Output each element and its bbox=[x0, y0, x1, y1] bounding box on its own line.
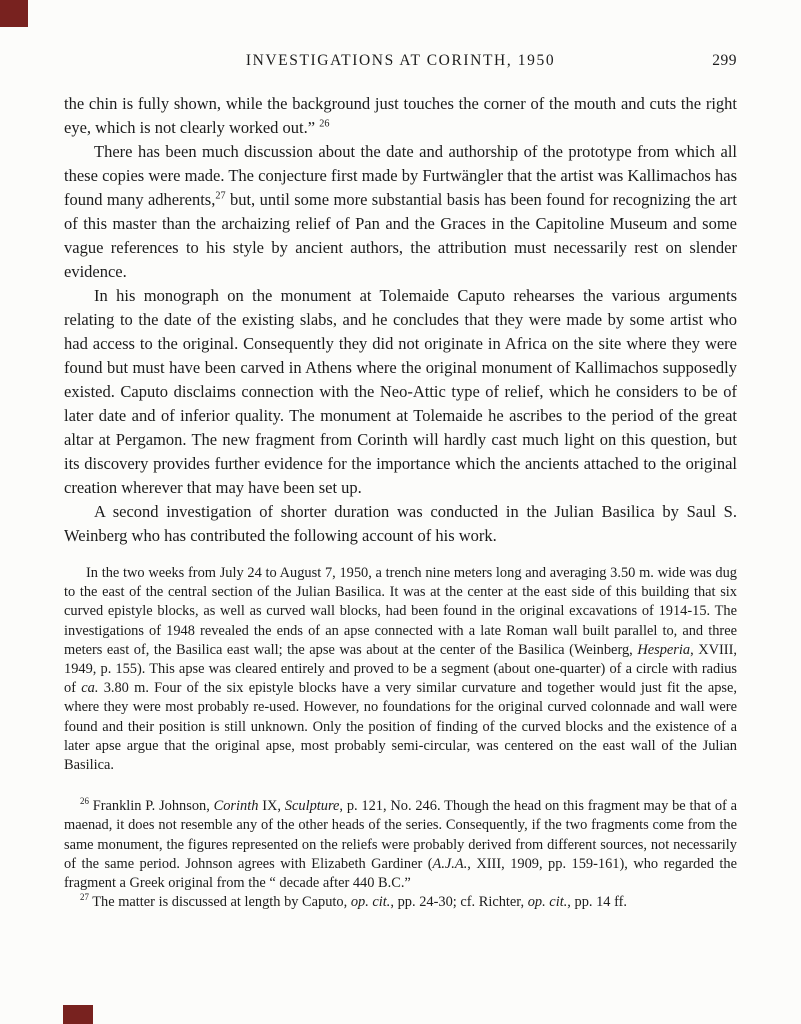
text-segment: 3.80 m. Four of the six epistyle blocks have a very similar curvature and together would just fit the apse, where they were most probably re-used. However, no foundations for the original curved colonnade and wall were found and their position is still unknown. Only the position of finding of the curved blocks and the existence of a later apse argue that the original apse, most probably semi-circular, was centered on the east wall of the Julian Basilica. bbox=[64, 680, 737, 774]
text-segment: The matter is discussed at length by Caputo, bbox=[88, 894, 351, 911]
body-paragraph bbox=[64, 92, 737, 140]
scan-mark-top-left bbox=[0, 0, 28, 27]
page-header bbox=[64, 52, 737, 70]
text-segment: Hesperia bbox=[637, 641, 691, 658]
running-head: INVESTIGATIONS AT CORINTH, 1950 bbox=[245, 52, 556, 69]
text-segment: ca. bbox=[81, 680, 99, 697]
text-segment: A.J.A. bbox=[432, 855, 468, 872]
body-paragraph bbox=[64, 500, 737, 548]
text-segment: Franklin P. Johnson, bbox=[88, 798, 214, 815]
text-segment: , p. 121, No. 246. Though the head on this fragment may be that of a maenad, it does not resemble any of the other heads of the series. Consequently, if the two fragments come from the same monument, the figures represented on the reliefs were probably derived from different sources, not necessarily of the same period. Johnson agrees with Elizabeth Gardiner ( bbox=[64, 798, 737, 872]
footnote bbox=[64, 797, 737, 893]
excerpt-text bbox=[64, 564, 737, 775]
page-number: 299 bbox=[712, 52, 737, 69]
text-segment: but, until some more substantial basis has been found for recognizing the art of this master than the archaizing relief of Pan and the Graces in the Capitoline Museum and some vague references to his style by ancient authors, the attribution must necessarily rest on slender evidence. bbox=[64, 190, 737, 281]
text-segment: Sculpture bbox=[284, 798, 340, 815]
text-segment: , XIII, 1909, pp. 159-161), who regarded the fragment a Greek original from the “ decade after 440 B.C.” bbox=[64, 855, 737, 892]
footnote-ref: 26 bbox=[80, 796, 89, 807]
footnotes bbox=[64, 797, 737, 912]
text-segment: the chin is fully shown, while the background just touches the corner of the mouth and cuts the right eye, which is not clearly worked out.” bbox=[64, 94, 737, 137]
text-segment: , pp. 24-30; cf. Richter, bbox=[390, 894, 528, 911]
text-segment: IX, bbox=[258, 798, 285, 815]
footnote bbox=[64, 893, 737, 912]
text-segment: Corinth bbox=[213, 798, 259, 815]
footnote-ref: 27 bbox=[80, 892, 89, 903]
text-segment: In the two weeks from July 24 to August 7, 1950, a trench nine meters long and averaging 3.50 m. wide was dug to the east of the central section of the Julian Basilica. It was at the center at the east side of this building that six curved epistyle blocks, as well as curved wall blocks, had been found in the original excavations of 1914-15. The investigations of 1948 revealed the ends of an apse connected with a late Roman wall built parallel to, and three meters east of, the Basilica east wall; the apse was about at the center of the Basilica (Weinberg, bbox=[64, 565, 737, 658]
text-segment: op. cit. bbox=[350, 894, 391, 911]
body-paragraph bbox=[64, 140, 737, 284]
text-segment: , XVIII, 1949, p. 155). This apse was cleared entirely and proved to be a segment (about one-quarter) of a circle with radius of bbox=[64, 641, 737, 697]
text-segment: A second investigation of shorter duration was conducted in the Julian Basilica by Saul S. Weinberg who has contributed the following account of his work. bbox=[64, 502, 737, 545]
footnote-ref: 27 bbox=[215, 190, 226, 202]
text-segment: op. cit. bbox=[527, 894, 568, 911]
footnote-ref: 26 bbox=[319, 118, 330, 130]
excerpt-paragraph bbox=[64, 564, 737, 775]
body-paragraph bbox=[64, 284, 737, 500]
text-segment: In his monograph on the monument at Tolemaide Caputo rehearses the various arguments relating to the date of the existing slabs, and he concludes that they were made by some artist who had access to the original. Consequently they did not originate in Africa on the site where they were found but must have been carved in Athens where the original monument of Kallimachos supposedly existed. Caputo disclaims connection with the Neo-Attic type of relief, which he considers to be of later date and of inferior quality. The monument at Tolemaide he ascribes to the period of the great altar at Pergamon. The new fragment from Corinth will hardly cast much light on this question, but its discovery provides further evidence for the importance which the ancients attached to the original creation wherever that may have been set up. bbox=[64, 286, 737, 497]
text-segment: , pp. 14 ff. bbox=[567, 894, 627, 911]
text-segment: There has been much discussion about the date and authorship of the prototype from which all these copies were made. The conjecture first made by Furtwängler that the artist was Kallimachos has found many adherents, bbox=[64, 142, 737, 209]
main-text bbox=[64, 92, 737, 548]
scan-mark-bottom-left bbox=[63, 1005, 93, 1024]
